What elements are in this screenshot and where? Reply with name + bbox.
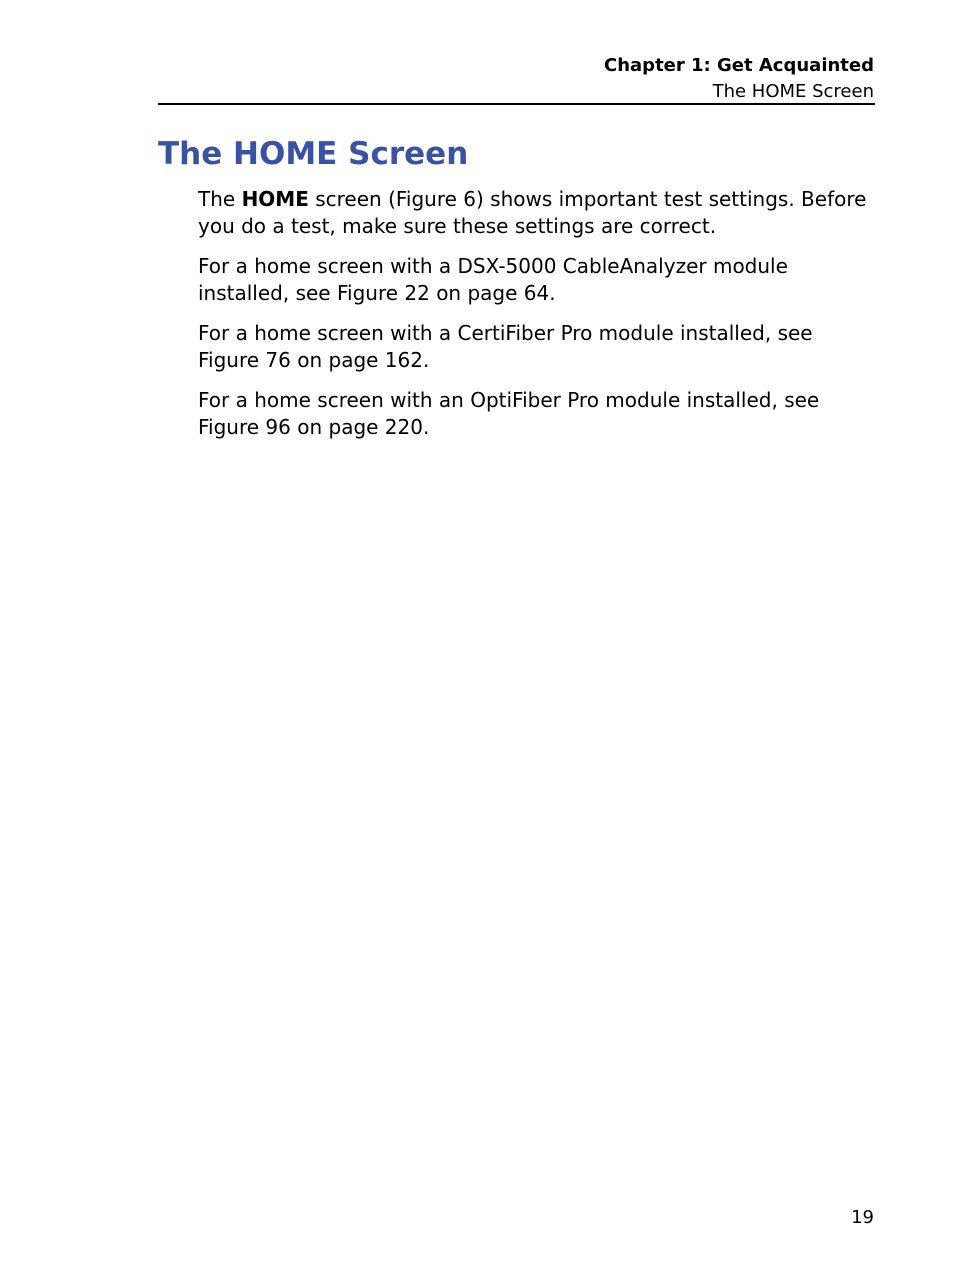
body-text xyxy=(198,186,878,454)
page-title: The HOME Screen xyxy=(158,136,469,172)
paragraph-certifiber: For a home screen with a CertiFiber Pro module installed, see Figure 76 on page 162. xyxy=(198,321,813,372)
section-label: The HOME Screen xyxy=(712,81,874,102)
intro-text-start: The xyxy=(198,187,242,211)
paragraph-dsx: For a home screen with a DSX-5000 CableAnalyzer module installed, see Figure 22 on page 64. xyxy=(198,254,788,305)
paragraph-intro xyxy=(198,186,878,240)
paragraph-optifiber: For a home screen with an OptiFiber Pro module installed, see Figure 96 on page 220. xyxy=(198,388,820,439)
header-divider xyxy=(158,103,875,105)
page-number: 19 xyxy=(851,1207,874,1228)
intro-text-end: screen (Figure 6) shows important test settings. Before you do a test, make sure these settings are correct. xyxy=(198,187,867,238)
home-keyword: HOME xyxy=(241,187,309,211)
chapter-label: Chapter 1: Get Acquainted xyxy=(604,55,874,76)
running-header xyxy=(158,53,874,105)
